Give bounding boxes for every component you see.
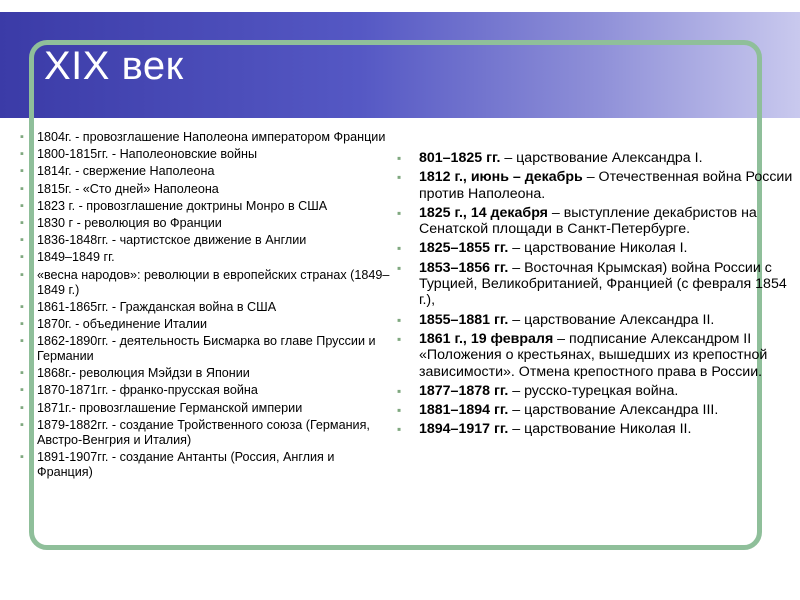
event-text: – царствование Николая II. — [508, 421, 692, 438]
list-item-text: 1870г. - объединение Италии — [37, 316, 208, 331]
event-text: – Восточная Крымская) война России с Турцией, Великобританией, Францией (с февраля 1854 г.), — [419, 259, 787, 309]
list-item-text: 1870-1871гг. - франко-прусская война — [37, 383, 258, 398]
list-item — [18, 300, 390, 315]
square-bullet-icon: ▪ — [397, 205, 402, 220]
square-bullet-icon: ▪ — [20, 418, 24, 431]
list-item — [18, 250, 390, 265]
event-text: – Отечественная война России против Наполеона. — [419, 169, 793, 202]
square-bullet-icon: ▪ — [20, 401, 24, 414]
event-text: – царствование Александра I. — [500, 150, 703, 166]
square-bullet-icon: ▪ — [397, 422, 402, 437]
event-text: – царствование Александра III. — [508, 402, 719, 419]
square-bullet-icon: ▪ — [20, 317, 24, 330]
list-item — [18, 401, 390, 416]
event-date: 1877–1878 гг. — [419, 382, 509, 399]
list-item — [18, 199, 390, 214]
list-item-text: 1800-1815гг. - Наполеоновские войны — [37, 147, 258, 162]
list-item — [18, 216, 390, 231]
event-text: – царствование Александра II. — [508, 311, 715, 328]
square-bullet-icon: ▪ — [20, 251, 24, 264]
list-item-text: 1823 г. - провозглашение доктрины Монро в США — [37, 198, 328, 213]
list-item — [395, 312, 800, 328]
square-bullet-icon: ▪ — [20, 451, 24, 463]
list-item — [18, 334, 390, 364]
square-bullet-icon: ▪ — [397, 241, 402, 256]
list-item-text: 1830 г - революция во Франции — [37, 215, 222, 230]
list-item — [395, 331, 800, 380]
list-item — [18, 130, 390, 145]
list-item-text: 1815г. - «Сто дней» Наполеона — [37, 181, 219, 196]
list-item — [395, 421, 800, 437]
event-date: 1825–1855 гг. — [419, 240, 509, 257]
square-bullet-icon: ▪ — [397, 151, 402, 165]
list-item — [395, 260, 800, 309]
square-bullet-icon: ▪ — [20, 384, 24, 397]
left-event-list — [18, 130, 390, 482]
list-item — [18, 383, 390, 398]
list-item — [395, 402, 800, 418]
event-date: 1894–1917 гг. — [419, 421, 509, 438]
list-item-text: 1868г.- революция Мэйдзи в Японии — [37, 366, 250, 381]
right-event-list — [395, 150, 800, 440]
event-date: 1853–1856 гг. — [419, 259, 509, 276]
event-date: 1812 г., июнь – декабрь — [419, 169, 583, 186]
list-item-text: 1879-1882гг. - создание Тройственного союза (Германия, Австро-Венгрия и Италия) — [37, 417, 370, 447]
square-bullet-icon: ▪ — [397, 170, 402, 185]
list-item-text: 1804г. - провозглашение Наполеона императором Франции — [37, 130, 386, 144]
square-bullet-icon: ▪ — [20, 268, 24, 281]
list-item — [395, 150, 800, 166]
list-item — [395, 383, 800, 399]
event-date: 1825 г., 14 декабря — [419, 204, 548, 221]
square-bullet-icon: ▪ — [20, 335, 24, 348]
list-item — [18, 268, 390, 298]
square-bullet-icon: ▪ — [20, 367, 24, 380]
list-item — [18, 418, 390, 448]
list-item — [395, 240, 800, 256]
list-item — [395, 169, 800, 202]
event-date: 801–1825 гг. — [419, 150, 501, 166]
list-item-text: 1836-1848гг. - чартистское движение в Англии — [37, 233, 307, 248]
event-date: 1855–1881 гг. — [419, 311, 509, 328]
list-item — [18, 233, 390, 248]
event-text: – русско-турецкая война. — [508, 382, 679, 399]
list-item — [18, 164, 390, 179]
list-item-text: 1861-1865гг. - Гражданская война в США — [37, 299, 277, 314]
event-date: 1881–1894 гг. — [419, 402, 509, 419]
square-bullet-icon: ▪ — [397, 383, 402, 398]
square-bullet-icon: ▪ — [397, 312, 402, 327]
list-item-text: «весна народов»: революции в европейских странах (1849–1849 г.) — [37, 267, 390, 297]
list-item — [18, 450, 390, 480]
square-bullet-icon: ▪ — [397, 403, 402, 418]
square-bullet-icon: ▪ — [397, 260, 402, 275]
square-bullet-icon: ▪ — [20, 216, 24, 229]
square-bullet-icon: ▪ — [20, 234, 24, 247]
event-text: – царствование Николая I. — [508, 240, 688, 257]
square-bullet-icon: ▪ — [20, 148, 24, 161]
list-item — [18, 366, 390, 381]
page-title: XIX век — [44, 44, 184, 88]
list-item — [395, 205, 800, 238]
list-item-text: 1849–1849 гг. — [37, 250, 115, 265]
square-bullet-icon: ▪ — [20, 199, 24, 212]
event-text: – выступление декабристов на Сенатской площади в Санкт-Петербурге. — [419, 204, 757, 238]
event-date: 1861 г., 19 февраля — [419, 330, 554, 347]
list-item-text: 1871г.- провозглашение Германской империи — [37, 400, 303, 415]
square-bullet-icon: ▪ — [20, 165, 24, 178]
list-item-text: 1814г. - свержение Наполеона — [37, 164, 215, 179]
list-item-text: 1862-1890гг. - деятельность Бисмарка во главе Пруссии и Германии — [37, 334, 376, 364]
event-text: – подписание Александром II «Положения о крестьянах, вышедших из крепостной зависимости». Отмена крепостного права в России. — [419, 330, 768, 380]
square-bullet-icon: ▪ — [20, 300, 24, 313]
list-item — [18, 182, 390, 197]
list-item — [18, 147, 390, 162]
square-bullet-icon: ▪ — [397, 331, 402, 346]
list-item-text: 1891-1907гг. - создание Антанты (Россия, Англия и Франция) — [37, 450, 335, 479]
square-bullet-icon: ▪ — [20, 131, 24, 143]
list-item — [18, 317, 390, 332]
square-bullet-icon: ▪ — [20, 182, 24, 195]
